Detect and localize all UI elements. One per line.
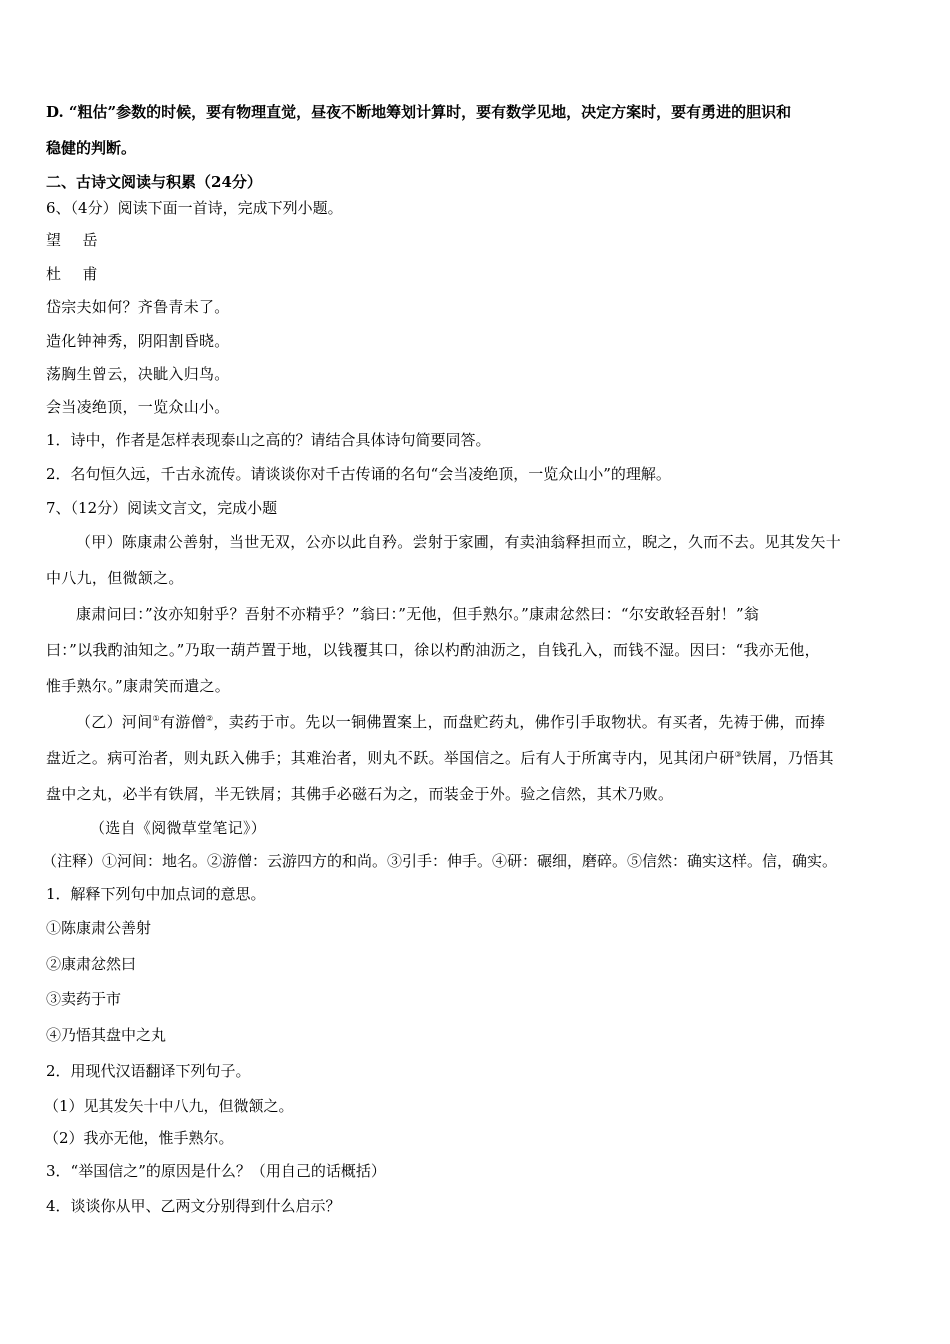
- yi-line-2-b: 铁屑，乃悟其: [742, 749, 834, 767]
- q7-sub-2-item-1: （1）见其发矢十中八九，但微颔之。: [44, 1097, 294, 1115]
- q7-sub-2: 2．用现代汉语翻译下列句子。: [46, 1062, 251, 1080]
- poem-line-4: 会当凌绝顶，一览众山小。: [46, 398, 230, 416]
- q6-sub-2: 2．名句恒久远，千古永流传。请谈谈你对千古传诵的名句“会当凌绝顶，一览众山小”的理解。: [46, 465, 671, 483]
- q7-header: 7、（12分）阅读文言文，完成小题: [46, 499, 278, 517]
- poem-line-3: 荡胸生曾云，决眦入归鸟。: [46, 365, 230, 383]
- q7-sub-1: 1．解释下列句中加点词的意思。: [46, 885, 266, 903]
- q7-sub-1-item-3: ③卖药于市: [46, 990, 122, 1008]
- q7-sub-3: 3．“举国信之”的原因是什么？（用自己的话概括）: [46, 1162, 386, 1180]
- source-citation: （选自《阅微草堂笔记》）: [90, 819, 267, 837]
- jia-para-2-line-3: 惟手熟尔。”康肃笑而遣之。: [46, 677, 231, 695]
- q7-sub-1-item-2: ②康肃忿然曰: [46, 955, 137, 973]
- jia-para-1-line-2: 中八九，但微颔之。: [46, 569, 184, 587]
- q6-sub-1: 1．诗中，作者是怎样表现泰山之高的？请结合具体诗句简要同答。: [46, 431, 491, 449]
- jia-para-2-line-2: 曰：”以我酌油知之。”乃取一葫芦置于地，以钱覆其口，徐以杓酌油沥之，自钱孔入，而钱不湿。因曰：“我亦无他，: [46, 641, 820, 659]
- section-2-title: 二、古诗文阅读与积累（24分）: [46, 173, 262, 191]
- footnote-marker-3: ③: [734, 750, 742, 759]
- q7-sub-1-item-1: ①陈康肃公善射: [46, 919, 152, 937]
- q6-header: 6、（4分）阅读下面一首诗，完成下列小题。: [46, 199, 343, 217]
- poem-title: 望 岳: [46, 231, 102, 249]
- yi-line-1-a: （乙）河间: [76, 713, 153, 731]
- yi-line-1-c: ，卖药于市。先以一铜佛置案上，而盘贮药丸，佛作引手取物状。有买者，先祷于佛，而捧: [213, 713, 826, 731]
- jia-para-1-line-1: （甲）陈康肃公善射，当世无双，公亦以此自矜。尝射于家圃，有卖油翁释担而立，睨之，久而不去。见其发矢十: [76, 533, 842, 551]
- yi-line-3: 盘中之丸，必半有铁屑，半无铁屑；其佛手必磁石为之，而装金于外。验之信然，其术乃败。: [46, 785, 674, 803]
- poem-line-1: 岱宗夫如何？齐鲁青未了。: [46, 298, 230, 316]
- yi-line-1-b: 有游僧: [160, 713, 206, 731]
- poem-line-2: 造化钟神秀，阴阳割昏晓。: [46, 332, 230, 350]
- footnote-marker-2: ②: [205, 714, 214, 723]
- yi-line-1: [76, 712, 916, 732]
- q7-sub-1-item-4: ④乃悟其盘中之丸: [46, 1026, 167, 1044]
- yi-line-2-a: 盘近之。病可治者，则丸跃入佛手；其难治者，则丸不跃。举国信之。后有人于所寓寺内，见其闭户研: [46, 749, 735, 767]
- option-d-line-2: 稳健的判断。: [46, 139, 137, 157]
- option-d-line-1: D. “粗估”参数的时候，要有物理直觉，昼夜不断地筹划计算时，要有数学见地，决定方案时，要有勇进的胆识和: [46, 103, 792, 121]
- q7-sub-2-item-2: （2）我亦无他，惟手熟尔。: [44, 1129, 234, 1147]
- annotations: （注释）①河间：地名。②游僧：云游四方的和尚。③引手：伸手。④研：碾细，磨碎。⑤信然：确实这样。信，确实。: [42, 852, 838, 870]
- footnote-marker-1: ①: [152, 714, 160, 723]
- q7-sub-4: 4．谈谈你从甲、乙两文分别得到什么启示？: [46, 1197, 341, 1215]
- jia-para-2-line-1: 康肃问曰：”汝亦知射乎？吾射不亦精乎？”翁曰：”无他，但手熟尔。”康肃忿然曰：“尔安敢轻吾射！”翁: [76, 605, 760, 623]
- yi-line-2: [46, 748, 916, 768]
- poem-author: 杜 甫: [46, 265, 102, 283]
